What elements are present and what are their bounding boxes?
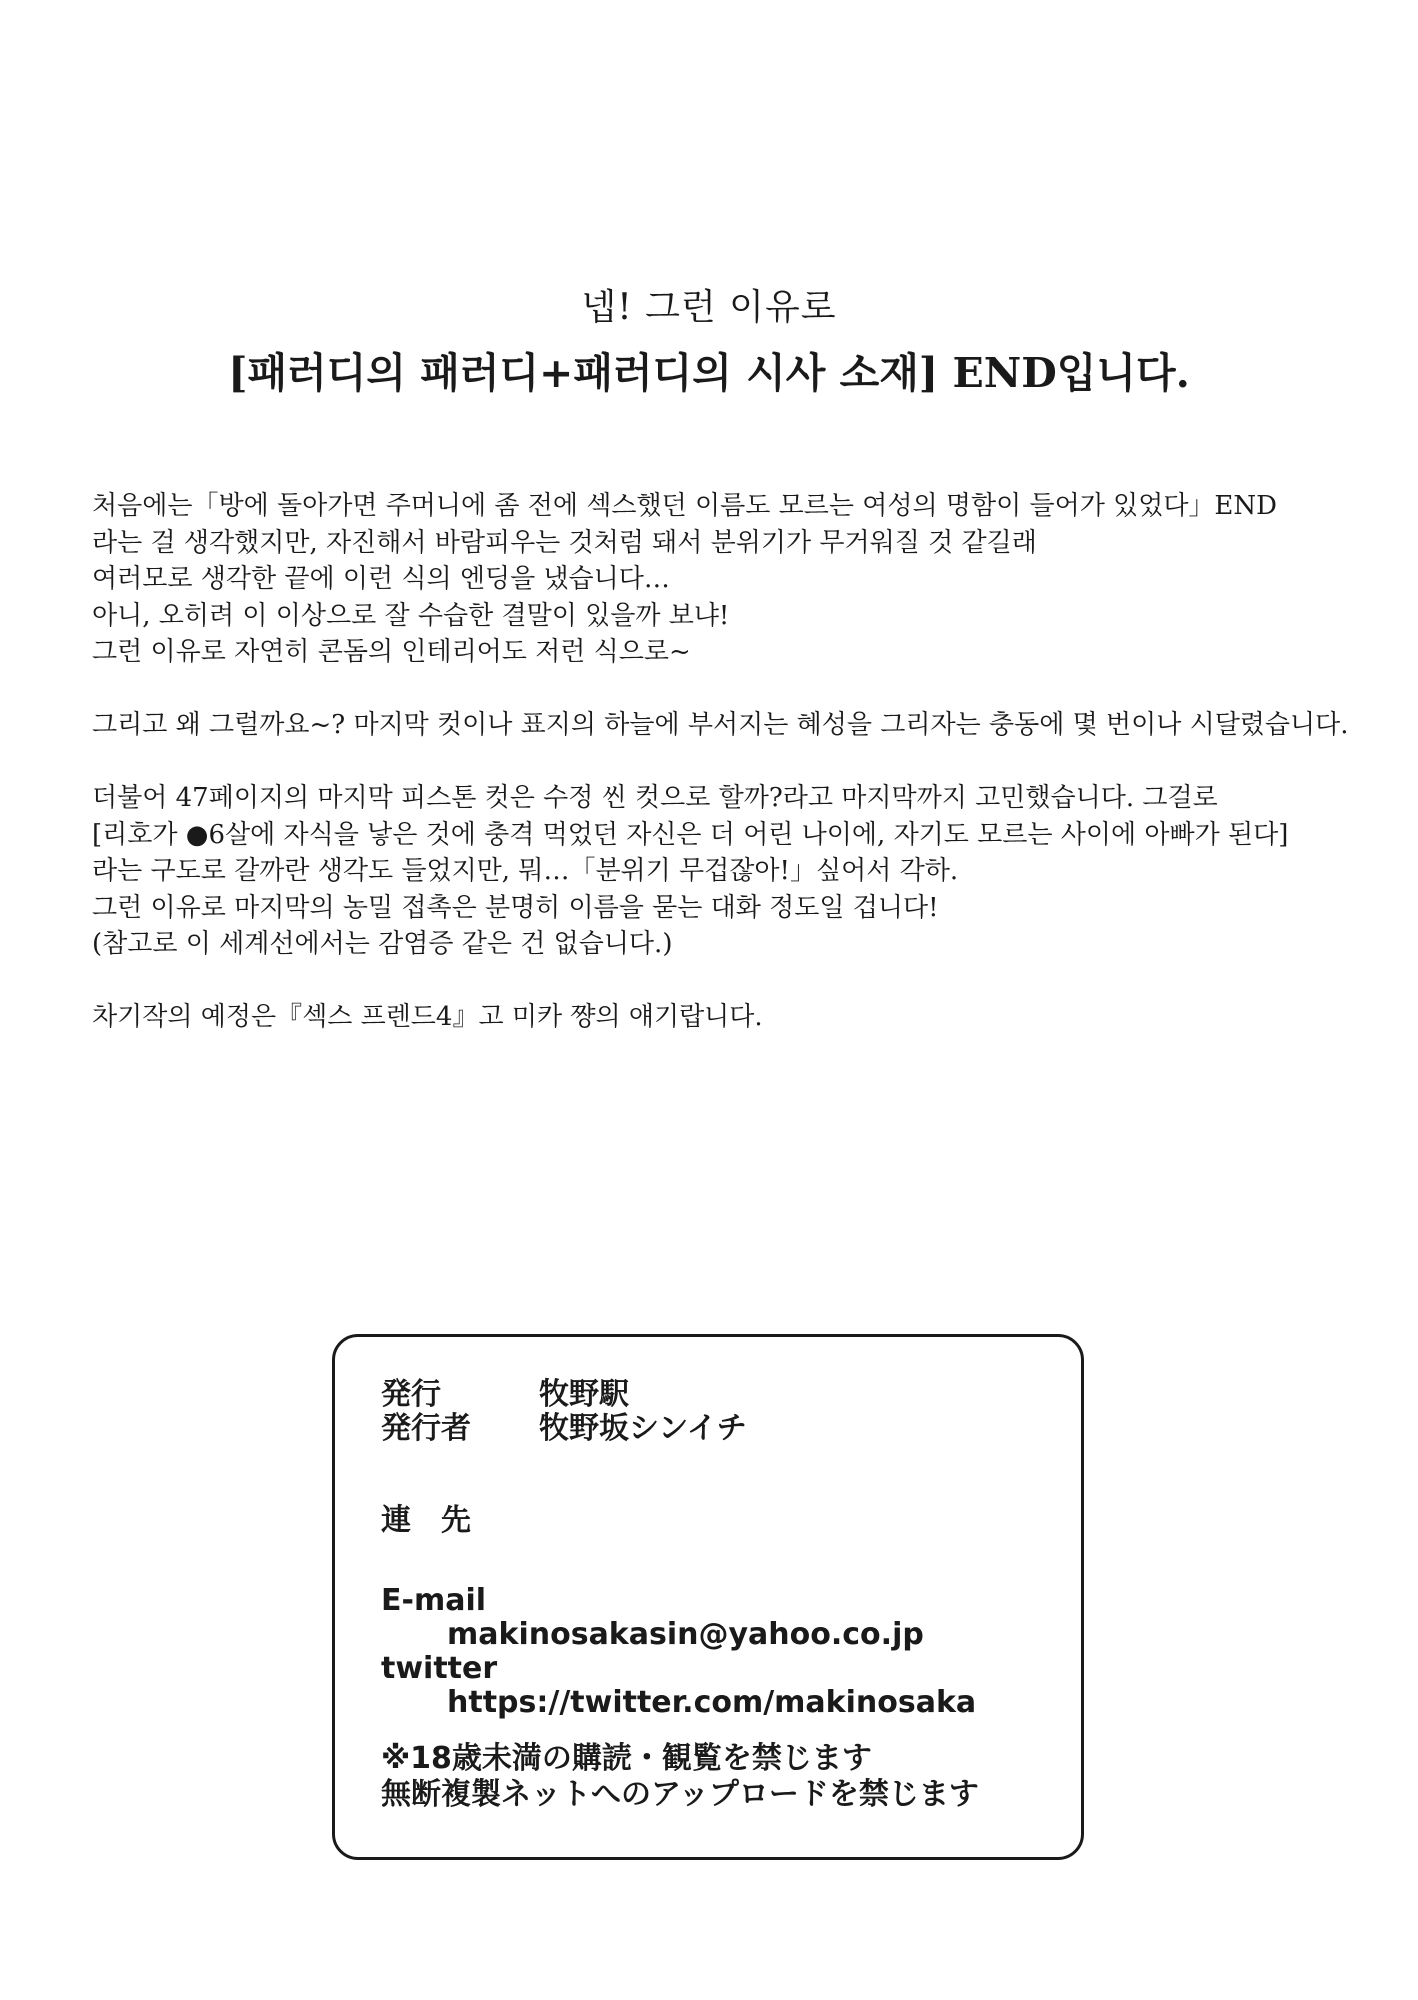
afterword-paragraph-1 <box>92 488 1392 671</box>
colophon-box <box>332 1334 1084 1860</box>
publisher-label: 発行 <box>381 1377 441 1412</box>
text-line: 그리고 왜 그럴까요~? 마지막 컷이나 표지의 하늘에 부서지는 혜성을 그리자는 충동에 몇 번이나 시달렸습니다. <box>92 710 1349 740</box>
twitter-label: twitter <box>381 1651 498 1686</box>
text-line: (참고로 이 세계선에서는 감염증 같은 건 없습니다.) <box>92 929 673 959</box>
publisher-value: 牧野駅 <box>539 1377 629 1412</box>
text-line: 차기작의 예정은『섹스 프렌드4』고 미카 쨩의 얘기랍니다. <box>92 1002 763 1032</box>
text-line: 라는 구도로 갈까란 생각도 들었지만, 뭐…「분위기 무겁잖아!」싶어서 각하. <box>92 856 959 886</box>
afterword-paragraph-3 <box>92 780 1392 963</box>
afterword-heading <box>0 282 1418 402</box>
author-value: 牧野坂シンイチ <box>539 1411 747 1446</box>
text-line: 그런 이유로 자연히 콘돔의 인테리어도 저런 식으로~ <box>92 637 691 667</box>
heading-line-1: 넵! 그런 이유로 <box>581 287 837 328</box>
age-restriction-notice: ※18歳未満の購読・観覧を禁じます <box>381 1741 872 1776</box>
text-line: 아니, 오히려 이 이상으로 잘 수습한 결말이 있을까 보냐! <box>92 600 730 631</box>
text-line: [리호가 ●6살에 자식을 낳은 것에 충격 먹었던 자신은 더 어린 나이에, 자기도 모르는 사이에 아빠가 된다] <box>92 819 1289 850</box>
contact-label: 連 先 <box>381 1503 471 1538</box>
author-label: 発行者 <box>381 1411 471 1446</box>
text-line: 더불어 47페이지의 마지막 피스톤 컷은 수정 씬 컷으로 할까?라고 마지막까지 고민했습니다. 그걸로 <box>92 783 1218 813</box>
text-line: 그런 이유로 마지막의 농밀 접촉은 분명히 이름을 묻는 대화 정도일 겁니다! <box>92 892 939 923</box>
afterword-paragraph-2 <box>92 707 1392 744</box>
text-line: 처음에는「방에 돌아가면 주머니에 좀 전에 섹스했던 이름도 모르는 여성의 명함이 들어가 있었다」END <box>92 491 1278 521</box>
afterword-body <box>92 488 1392 1072</box>
text-line: 여러모로 생각한 끝에 이런 식의 엔딩을 냈습니다… <box>92 564 670 594</box>
email-value: makinosakasin@yahoo.co.jp <box>447 1617 924 1652</box>
heading-line-2: [패러디의 패러디+패러디의 시사 소재] END입니다. <box>228 349 1190 397</box>
afterword-paragraph-4 <box>92 999 1392 1036</box>
reproduction-notice: 無断複製ネットへのアップロードを禁じます <box>381 1777 979 1812</box>
email-label: E-mail <box>381 1583 487 1618</box>
text-line: 라는 걸 생각했지만, 자진해서 바람피우는 것처럼 돼서 분위기가 무거워질 것 같길래 <box>92 527 1037 558</box>
twitter-value: https://twitter.com/makinosaka <box>447 1685 977 1720</box>
